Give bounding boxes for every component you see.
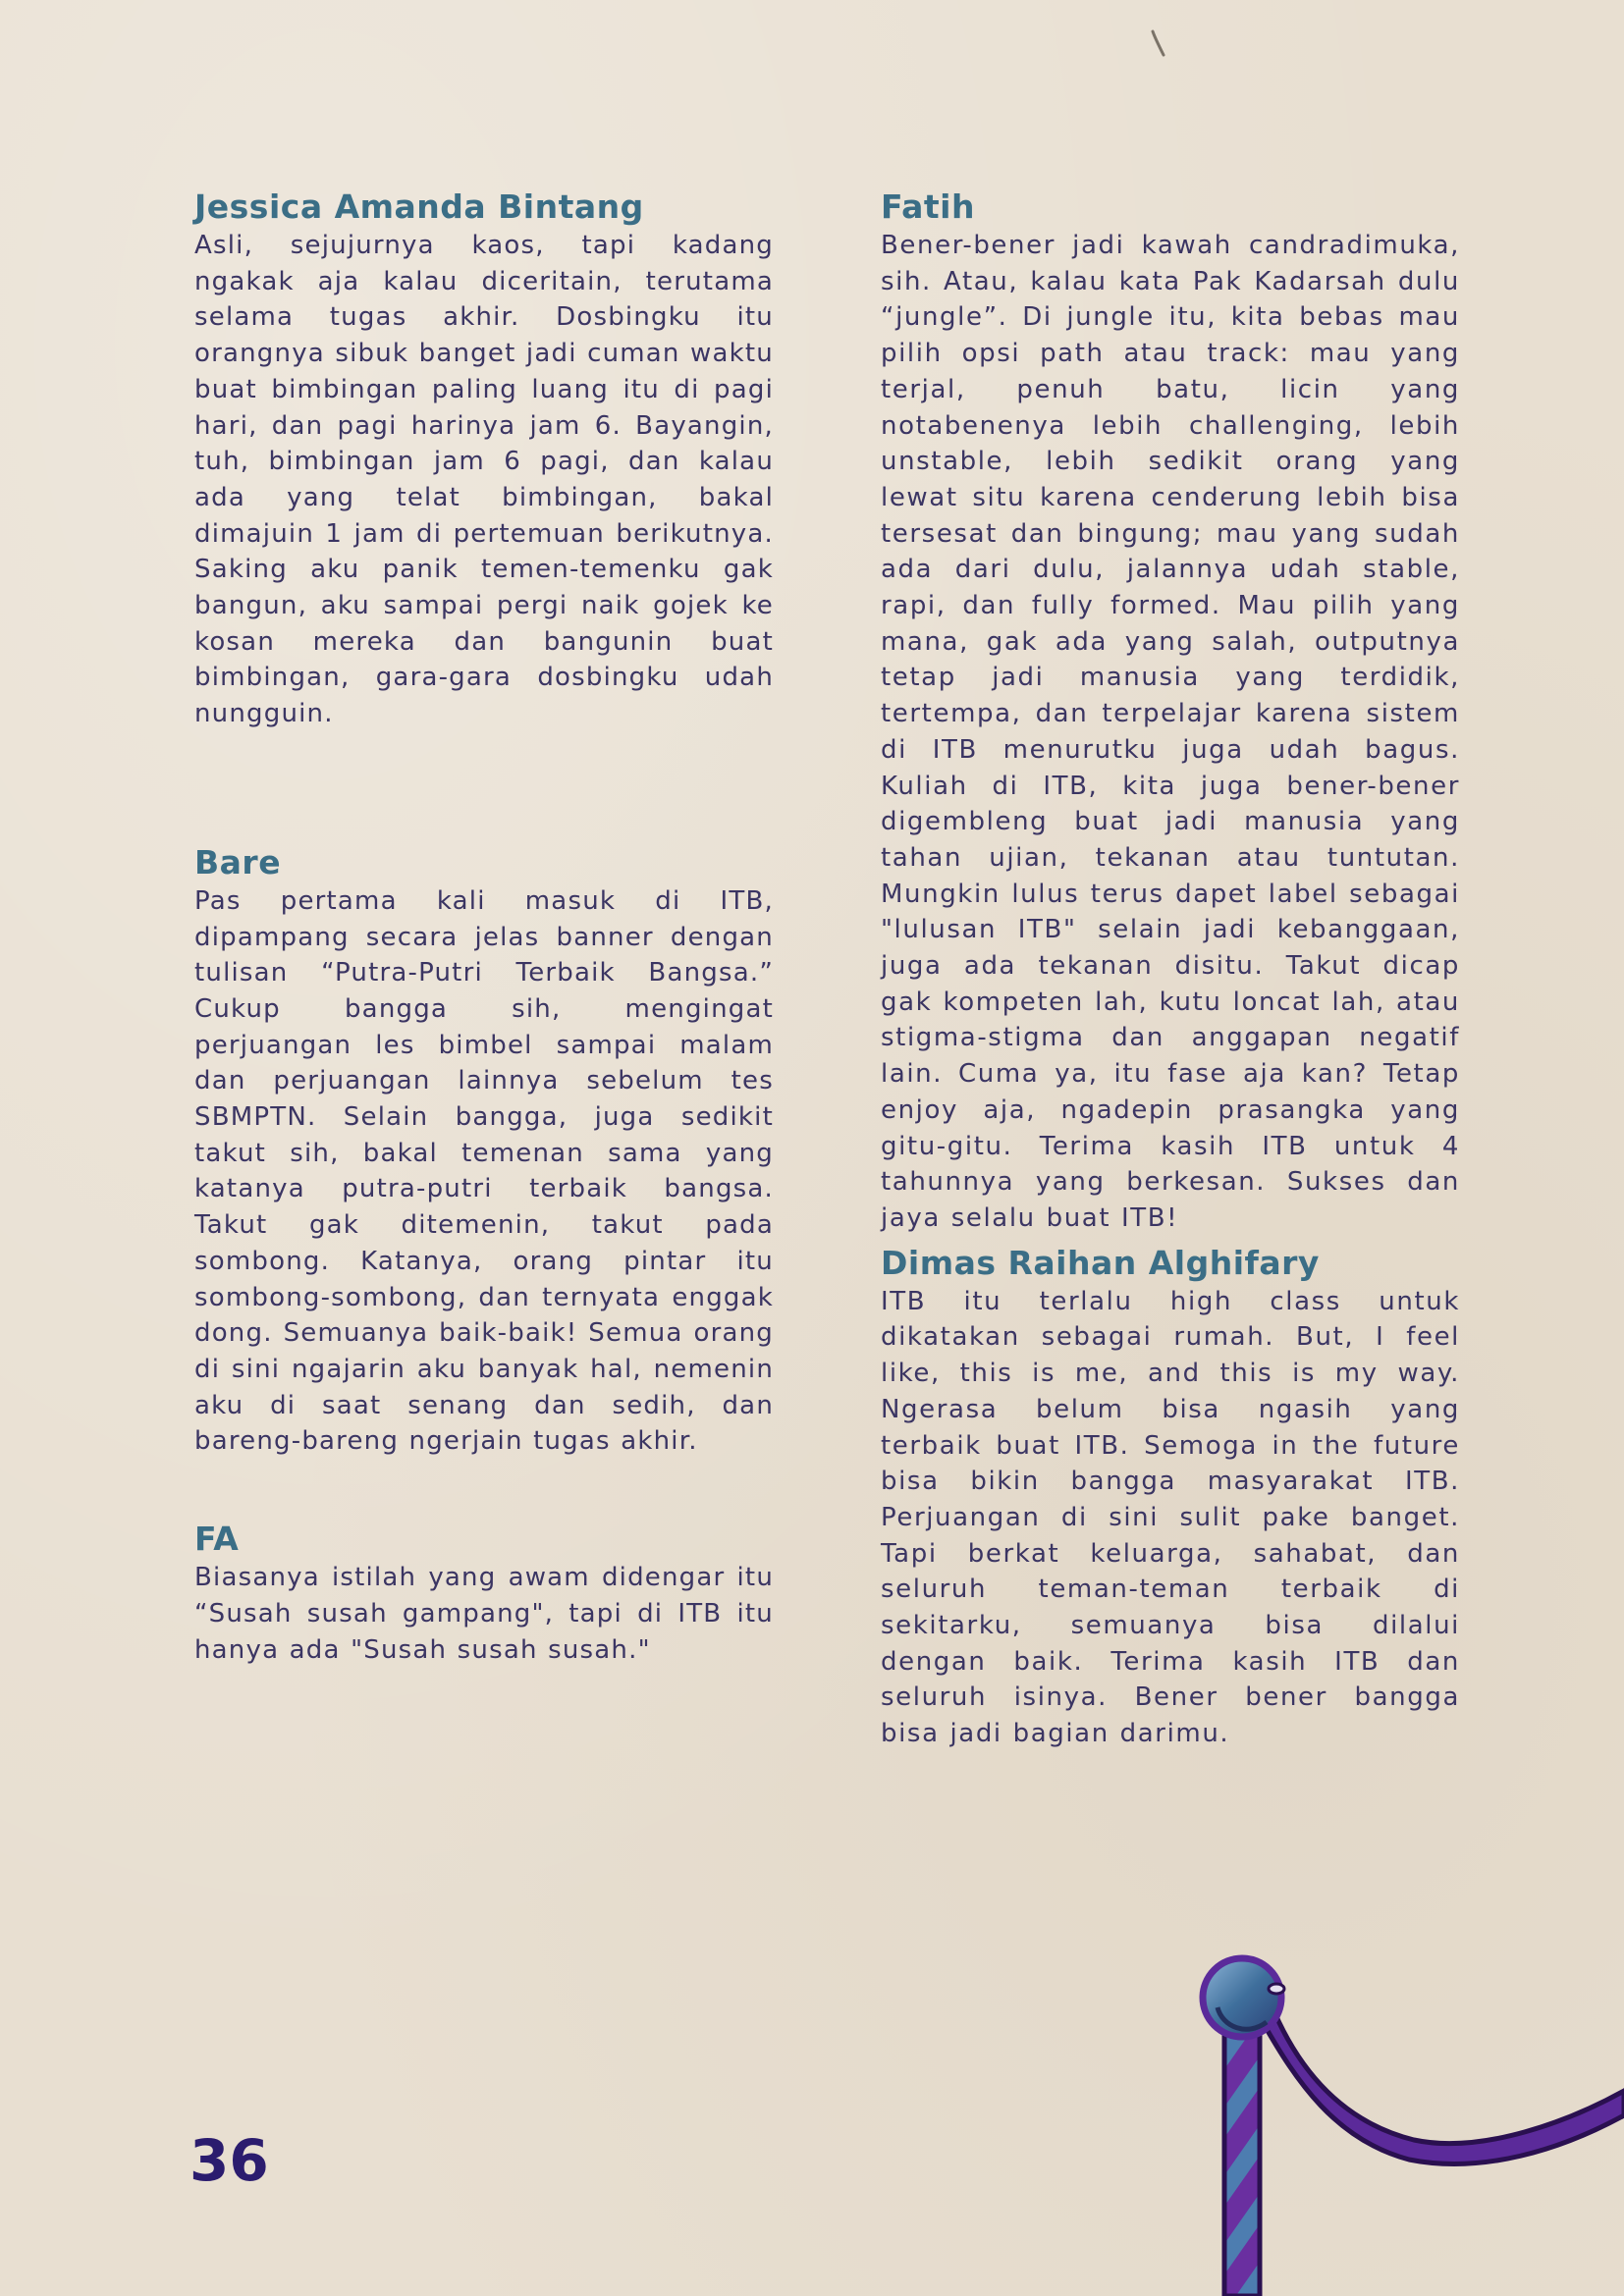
testimonial-dimas (881, 1243, 1460, 1752)
testimonial-name: Fatih (881, 187, 975, 226)
testimonial-fa (194, 1519, 774, 1668)
right-column (881, 187, 1460, 1752)
testimonial-text: ITB itu terlalu high class untuk dikatakan sebagai rumah. But, I feel like, this is me, and this is my way. Ngerasa belum bisa ngasih yang terbaik buat ITB. Semoga in the future bisa bikin bangga masyarakat ITB. Perjuangan di sini sulit pake banget. Tapi berkat keluarga, sahabat, dan seluruh teman-teman terbaik di sekitarku, semuanya bisa dilalui dengan baik. Terima kasih ITB dan seluruh isinya. Bener bener bangga bisa jadi bagian darimu. (881, 1286, 1460, 1749)
page-number: 36 (189, 2127, 269, 2194)
testimonial-text: Asli, sejujurnya kaos, tapi kadang ngakak aja kalau diceritain, terutama selama tugas akhir. Dosbingku itu orangnya sibuk banget jadi cuman waktu buat bimbingan paling luang itu di pagi hari, dan pagi harinya jam 6. Bayangin, tuh, bimbingan jam 6 pagi, dan kalau ada yang telat bimbingan, bakal dimajuin 1 jam di pertemuan berikutnya. Saking aku panik temen-temenku gak bangun, aku sampai pergi naik gojek ke kosan mereka dan bangunin buat bimbingan, gara-gara dosbingku udah nungguin. (194, 231, 774, 729)
testimonial-name: FA (194, 1520, 240, 1559)
left-column (194, 187, 774, 1668)
testimonial-jessica (194, 187, 774, 732)
testimonial-bare (194, 842, 774, 1460)
velvet-rope-post-illustration (1188, 1953, 1624, 2296)
testimonial-name: Bare (194, 842, 282, 881)
testimonial-name: Jessica Amanda Bintang (194, 187, 644, 226)
testimonial-fatih (881, 187, 1460, 1237)
testimonial-text: Bener-bener jadi kawah candradimuka, sih. Atau, kalau kata Pak Kadarsah dulu “jungle”. Di jungle itu, kita bebas mau pilih opsi path atau track: mau yang terjal, penuh batu, licin yang notabenenya lebih challenging, lebih unstable, lebih sedikit orang yang lewat situ karena cenderung lebih bisa tersesat dan bingung; mau yang sudah ada dari dulu, jalannya udah stable, rapi, dan fully formed. Mau pilih yang mana, gak ada yang salah, outputnya tetap jadi manusia yang terdidik, tertempa, dan terpelajar karena sistem di ITB menurutku juga udah bagus. Kuliah di ITB, kita juga bener-bener digembleng buat jadi manusia yang tahan ujian, tekanan atau tuntutan. Mungkin lulus terus dapet label sebagai "lulusan ITB" selain jadi kebanggaan, juga ada tekanan disitu. Takut dicap gak kompeten lah, kutu loncat lah, atau stigma-stigma dan anggapan negatif lain. Cuma ya, itu fase aja kan? Tetap enjoy aja, ngadepin prasangka yang gitu-gitu. Terima kasih ITB untuk 4 tahunnya yang berkesan. Sukses dan jaya selalu buat ITB! (881, 231, 1460, 1233)
testimonial-text: Biasanya istilah yang awam didengar itu “Susah susah gampang", tapi di ITB itu hanya ada "Susah susah susah." (194, 1563, 774, 1665)
testimonial-name: Dimas Raihan Alghifary (881, 1243, 1320, 1282)
paper-speck-mark (1149, 29, 1168, 59)
testimonial-text: Pas pertama kali masuk di ITB, dipampang secara jelas banner dengan tulisan “Putra-Putri Terbaik Bangsa.” Cukup bangga sih, mengingat perjuangan les bimbel sampai malam dan perjuangan lainnya sebelum tes SBMPTN. Selain bangga, juga sedikit takut sih, bakal temenan sama yang katanya putra-putri terbaik bangsa. Takut gak ditemenin, takut pada sombong. Katanya, orang pintar itu sombong-sombong, dan ternyata enggak dong. Semuanya baik-baik! Semua orang di sini ngajarin aku banyak hal, nemenin aku di saat senang dan sedih, dan bareng-bareng ngerjain tugas akhir. (194, 885, 774, 1457)
